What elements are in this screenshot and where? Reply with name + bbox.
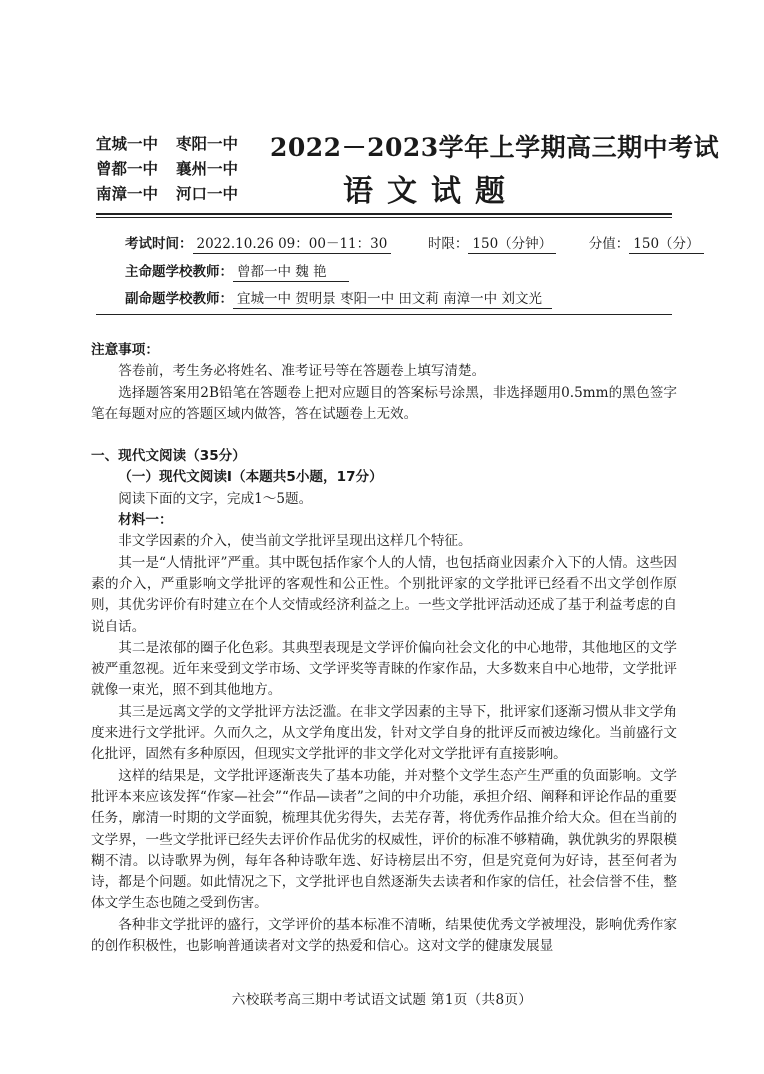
notice-title: 注意事项： (91, 342, 159, 358)
material-label: 材料一： (118, 512, 173, 529)
section-title: 一、现代文阅读（35分） (91, 448, 246, 465)
duration-value: 150（分钟） (468, 236, 556, 254)
school-row (96, 157, 256, 182)
exam-subject: 语文试题 (343, 174, 519, 209)
score-value: 150（分） (629, 236, 703, 254)
duration-label: 时限： (427, 236, 469, 252)
passage-paragraph: 其一是“人情批评”严重。其中既包括作家个人的人情，也包括商业因素介入下的人情。这些因素的介入，严重影响文学批评的客观性和公正性。个别批评家的文学批评已经看不出文学创作原则，其优劣评价有时建立在个人交情或经济利益之上。一些文学批评活动还成了基于利益考虑的自说自话。 (91, 554, 677, 635)
time-value: 2022.10.26 09：00－11：30 (193, 236, 392, 254)
passage-paragraph: 这样的结果是，文学批评逐渐丧失了基本功能，并对整个文学生态产生严重的负面影响。文学批评本来应该发挥“作家—社会”“作品—读者”之间的中介功能，承担介绍、阐释和评论作品的重要任务，廓清一时期的文学面貌，梳理其优劣得失，去芜存菁，将优秀作品推介给大众。但在当前的文学界，一些文学批评已经失去评价作品优劣的权威性，评价的标准不够精确，孰优孰劣的界限模糊不清。以诗歌界为例，每年各种诗歌年选、好诗榜层出不穷，但是究竟何为好诗，甚至何者为诗，都是个问题。如此情况之下，文学批评也自然逐渐失去读者和作家的信任，社会信誉不佳，整体文学生态也随之受到伤害。 (91, 767, 677, 912)
time-label: 考试时间： (125, 236, 193, 252)
school-name: 南漳一中 (96, 185, 159, 203)
chief-teacher-row (125, 260, 349, 280)
school-name: 宜城一中 (96, 135, 159, 153)
passage-paragraph: 其三是远离文学的文学批评方法泛滥。在非文学因素的主导下，批评家们逐渐习惯从非文学角度来进行文学批评。久而久之，从文学角度出发，针对文学自身的批评反而被边缘化。当前盛行文化批评，固然有多种原因，但现实文学批评的非文学化对文学批评有直接影响。 (91, 703, 677, 763)
school-name: 曾都一中 (96, 160, 159, 178)
chief-label: 主命题学校教师： (125, 264, 233, 280)
school-row (96, 132, 256, 157)
school-row (96, 182, 256, 207)
header-divider-thin (96, 217, 672, 218)
page-footer: 六校联考高三期中考试语文试题 第1页（共8页） (231, 992, 533, 1008)
header-divider (96, 213, 672, 215)
chief-value: 曾都一中 魏 艳 (233, 264, 349, 282)
passage-paragraph: 非文学因素的介入，使当前文学批评呈现出这样几个特征。 (118, 533, 472, 550)
deputy-label: 副命题学校教师： (125, 291, 233, 307)
section-instruction: 阅读下面的文字，完成1～5题。 (118, 490, 313, 507)
passage-paragraph: 其二是浓郁的圈子化色彩。其典型表现是文学评价偏向社会文化的中心地带，其他地区的文学被严重忽视。近年来受到文学市场、文学评奖等青睐的作家作品，大多数来自中心地带，文学批评就像一束光，照不到其他地方。 (91, 639, 677, 699)
school-name: 襄州一中 (176, 160, 239, 178)
notice-item: 答卷前，考生务必将姓名、准考证号等在答题卷上填写清楚。 (118, 363, 486, 380)
school-name: 枣阳一中 (176, 135, 239, 153)
meta-divider (96, 314, 672, 315)
passage-paragraph: 各种非文学批评的盛行，文学评价的基本标准不清晰，结果使优秀文学被埋没，影响优秀作家的创作积极性，也影响普通读者对文学的热爱和信心。这对文学的健康发展显 (91, 916, 677, 955)
score-label: 分值： (588, 236, 630, 252)
exam-title: 2022－2023学年上学期高三期中考试 (270, 133, 720, 162)
school-list (96, 132, 256, 207)
exam-content (91, 340, 677, 957)
deputy-value: 宜城一中 贺明景 枣阳一中 田文莉 南漳一中 刘文光 (233, 291, 552, 309)
section-subtitle: （一）现代文阅读Ⅰ（本题共5小题，17分） (118, 469, 383, 486)
deputy-teacher-row (125, 287, 552, 307)
notice-item: 选择题答案用2B铅笔在答题卷上把对应题目的答案标号涂黑，非选择题用0.5mm的黑色签字笔在每题对应的答题区域内做答，答在试题卷上无效。 (91, 384, 677, 422)
school-name: 河口一中 (176, 185, 239, 203)
exam-time-row (125, 232, 704, 252)
